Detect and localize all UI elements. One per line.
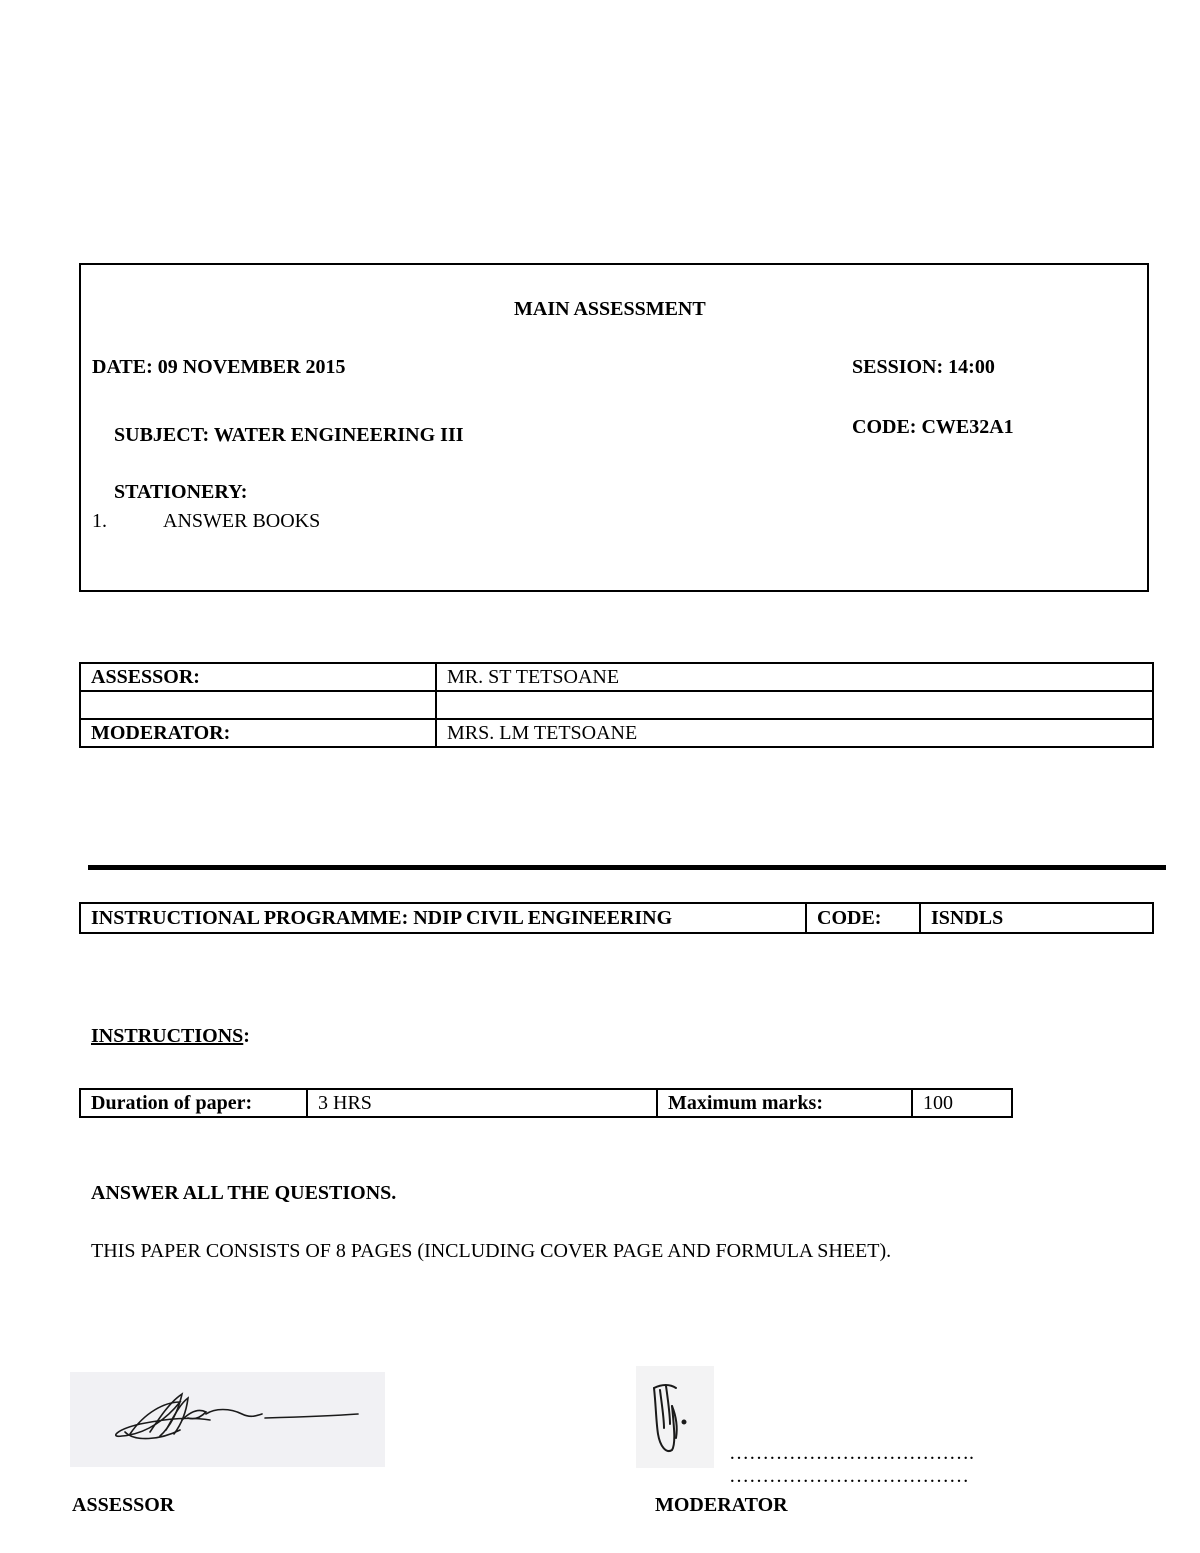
stationery-item-text: ANSWER BOOKS — [163, 510, 321, 532]
programme-code-value: ISNDLS — [920, 903, 1153, 933]
assessor-label: ASSESSOR: — [80, 663, 436, 691]
duration-value: 3 HRS — [307, 1089, 657, 1117]
instruction-answer-all: ANSWER ALL THE QUESTIONS. — [91, 1182, 397, 1204]
stationery-label: STATIONERY: — [114, 481, 248, 503]
moderator-dotted-line-2: ……………………………… — [729, 1465, 969, 1487]
table-row — [80, 1089, 1012, 1117]
duration-label: Duration of paper: — [80, 1089, 307, 1117]
moderator-signature — [636, 1366, 714, 1468]
section-divider — [88, 865, 1166, 870]
subject-code: CODE: CWE32A1 — [852, 416, 1014, 438]
assessment-title: MAIN ASSESSMENT — [514, 298, 706, 320]
subject: SUBJECT: WATER ENGINEERING III — [114, 424, 464, 446]
empty-cell — [436, 691, 1153, 719]
programme-table — [79, 902, 1154, 934]
assessor-caption: ASSESSOR — [72, 1494, 175, 1516]
instructions-heading — [91, 1024, 250, 1048]
instructions-heading-text: INSTRUCTIONS — [91, 1025, 244, 1047]
staff-table — [79, 662, 1154, 748]
max-marks-value: 100 — [912, 1089, 1012, 1117]
programme-label: INSTRUCTIONAL PROGRAMME: NDIP CIVIL ENGINEERING — [80, 903, 806, 933]
assessor-name: MR. ST TETSOANE — [436, 663, 1153, 691]
moderator-label: MODERATOR: — [80, 719, 436, 747]
moderator-name: MRS. LM TETSOANE — [436, 719, 1153, 747]
instruction-page-count: THIS PAPER CONSISTS OF 8 PAGES (INCLUDING COVER PAGE AND FORMULA SHEET). — [91, 1240, 892, 1262]
assessor-signature — [70, 1372, 385, 1467]
stationery-item-number: 1. — [92, 510, 107, 532]
exam-session: SESSION: 14:00 — [852, 356, 995, 378]
moderator-dotted-line-1: ………………………………. — [729, 1442, 974, 1464]
programme-code-label: CODE: — [806, 903, 920, 933]
max-marks-label: Maximum marks: — [657, 1089, 912, 1117]
table-row — [80, 691, 1153, 719]
exam-date: DATE: 09 NOVEMBER 2015 — [92, 356, 346, 378]
empty-cell — [80, 691, 436, 719]
table-row — [80, 903, 1153, 933]
moderator-caption: MODERATOR — [655, 1494, 788, 1516]
table-row — [80, 663, 1153, 691]
instructions-heading-colon: : — [243, 1025, 250, 1047]
duration-table — [79, 1088, 1013, 1118]
table-row — [80, 719, 1153, 747]
